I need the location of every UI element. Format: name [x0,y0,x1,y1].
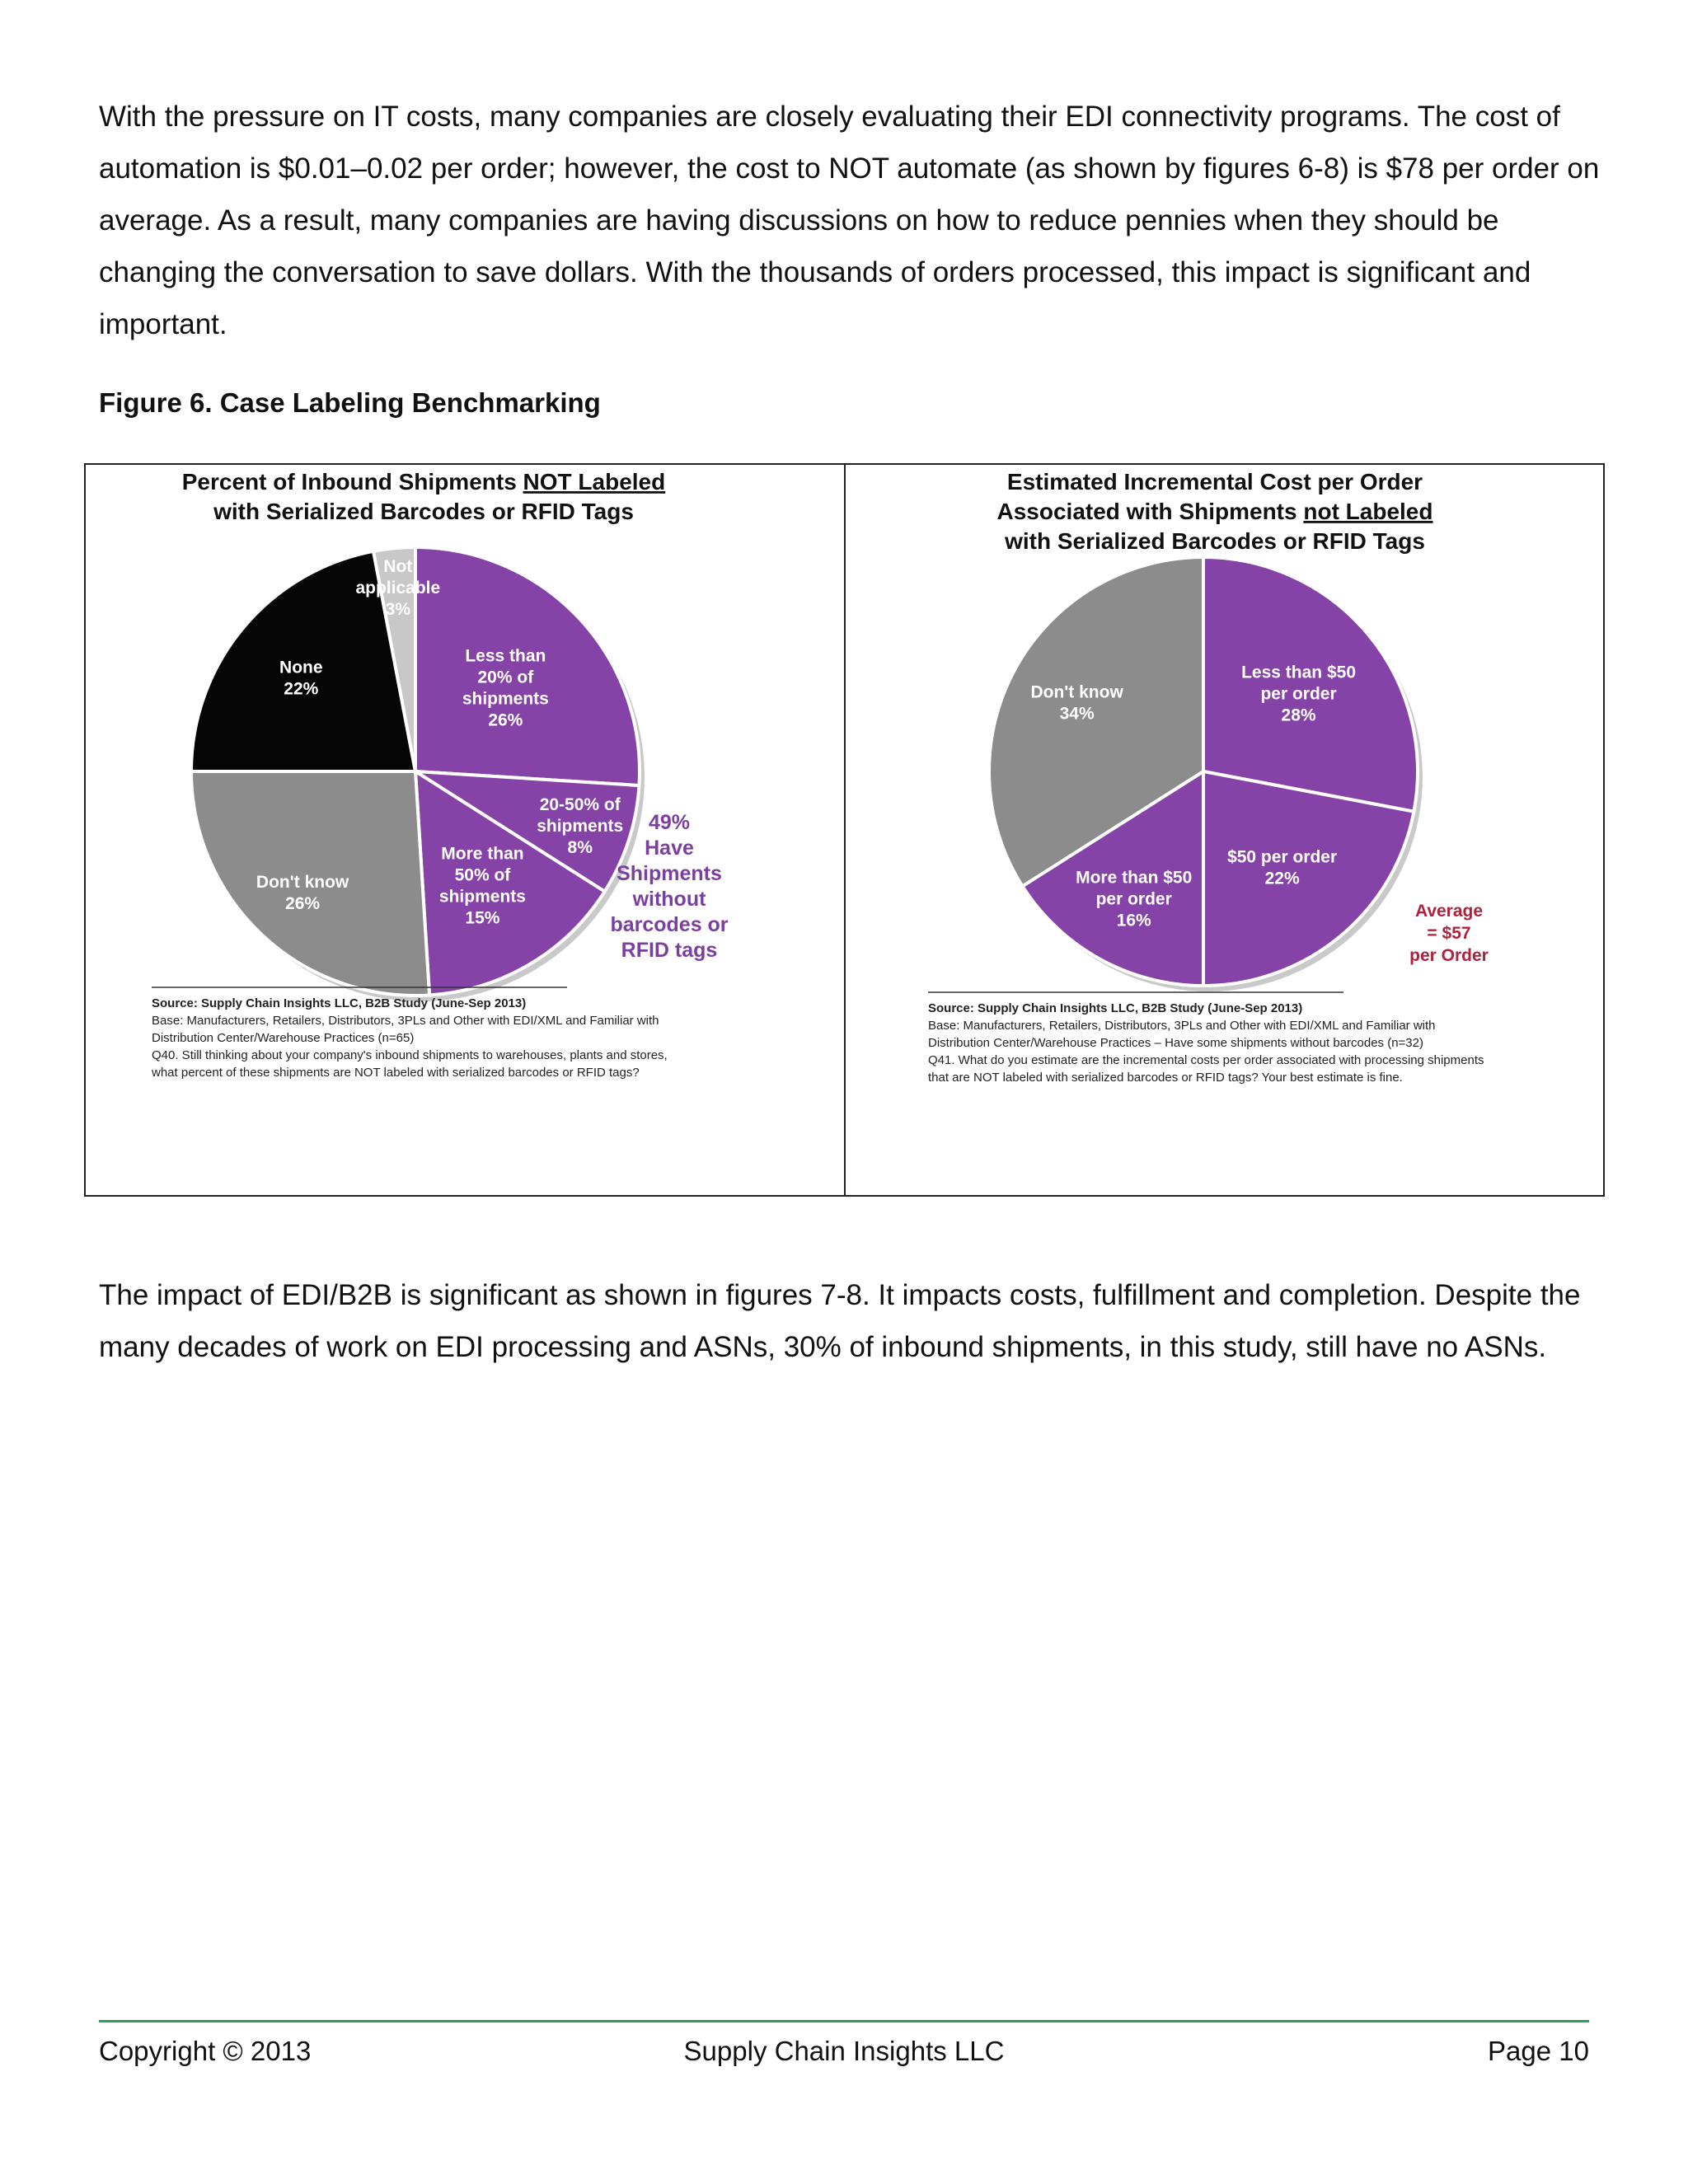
chart-source-line: Base: Manufacturers, Retailers, Distributors, 3PLs and Other with EDI/XML and Familiar with [928,1019,1436,1033]
chart-source-line: Q40. Still thinking about your company's inbound shipments to warehouses, plants and stores, [152,1048,668,1062]
chart-title-line: Associated with Shipments not Labeled [996,499,1433,524]
chart-title-line: Estimated Incremental Cost per Order [1006,469,1423,494]
pie-slice-label: Don't know 34% [1030,682,1123,724]
chart-source-line: Source: Supply Chain Insights LLC, B2B Study (June-Sep 2013) [152,996,527,1010]
pie-slice-label: More than $50 per order 16% [1076,868,1193,930]
chart-source-line: what percent of these shipments are NOT labeled with serialized barcodes or RFID tags? [152,1066,640,1080]
chart-source-line: Distribution Center/Warehouse Practices (n=65) [152,1031,415,1045]
pie-slice-label: $50 per order 22% [1227,847,1338,888]
chart-source-line: Base: Manufacturers, Retailers, Distributors, 3PLs and Other with EDI/XML and Familiar with [152,1014,659,1028]
chart-annotation: Average = $57 per Order [1409,902,1489,965]
figure-title: Figure 6. Case Labeling Benchmarking [99,387,601,418]
pie-slice [415,547,640,785]
chart-title-line: with Serialized Barcodes or RFID Tags [1005,528,1425,554]
chart-annotation: 49% Have Shipments without barcodes or RFID tags [610,811,729,962]
chart-source-line: Source: Supply Chain Insights LLC, B2B Study (June-Sep 2013) [928,1001,1303,1015]
pie-chart-incremental-cost [846,465,1604,1195]
chart-source-line: that are NOT labeled with serialized barcodes or RFID tags? Your best estimate is fine. [928,1071,1403,1085]
chart-source-line: Distribution Center/Warehouse Practices – Have some shipments without barcodes (n=32) [928,1036,1423,1050]
pie-slice-label: Less than 20% of shipments 26% [462,646,549,730]
footer-rule [99,2020,1589,2022]
chart-title-line: Percent of Inbound Shipments NOT Labeled [181,469,666,494]
pie-slice-label: Don't know 26% [256,872,349,913]
chart-source-line: Q41. What do you estimate are the incremental costs per order associated with processing shipments [928,1053,1484,1067]
closing-paragraph: The impact of EDI/B2B is significant as shown in figures 7-8. It impacts costs, fulfillment and completion. Despite the many decades of work on EDI processing and ASNs, 30% of inbound shipments, in this study, still have no ASNs. [99,1279,1581,1363]
footer-page-number: Page 10 [1488,2036,1589,2066]
pie-slice-label: Not applicable 3% [355,556,441,619]
pie-chart-inbound-not-labeled [86,465,842,1195]
intro-paragraph: With the pressure on IT costs, many companies are closely evaluating their EDI connectivity programs. The cost of automation is $0.01–0.02 per order; however, the cost to NOT automate (as shown by figures 6-8) is $78 per order on average. As a result, many companies are having discussions on how to reduce pennies when they should be changing the conversation to save dollars. With the thousands of orders processed, this impact is significant and important. [99,101,1600,340]
footer-company: Supply Chain Insights LLC [683,2036,1005,2066]
pie-slice-label: More than 50% of shipments 15% [438,844,526,928]
pie-slice-label: None 22% [279,658,323,699]
footer-copyright: Copyright © 2013 [99,2036,312,2066]
pie-slice-label: Less than $50 per order 28% [1241,663,1357,725]
pie-slice-label: 20-50% of shipments 8% [537,794,624,857]
chart-title-line: with Serialized Barcodes or RFID Tags [213,499,634,524]
